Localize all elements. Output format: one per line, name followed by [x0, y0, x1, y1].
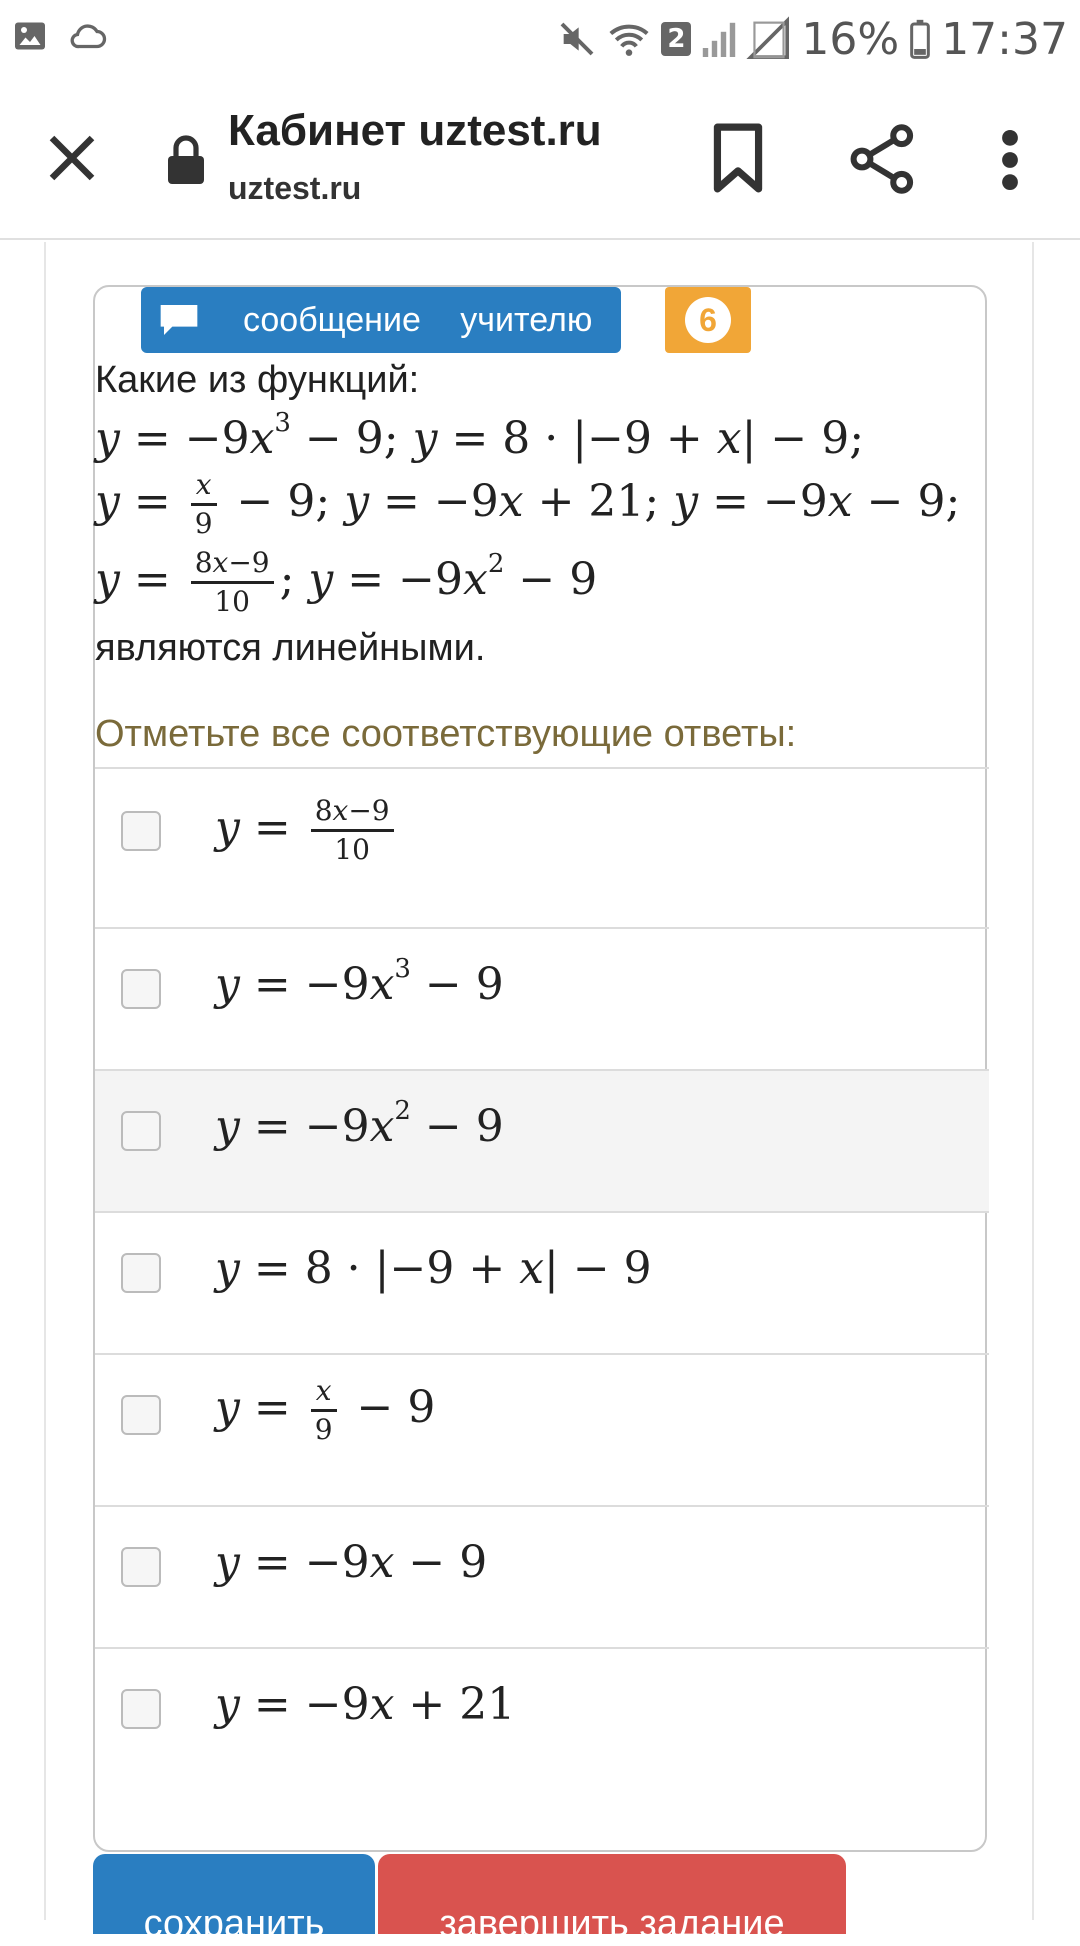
answer-instruction: Отметьте все соответствующие ответы: [95, 713, 797, 755]
finish-task-button-label: завершить задание [439, 1903, 785, 1945]
answer-label [215, 1537, 487, 1588]
page-title[interactable]: Кабинет uztest.ru [228, 106, 602, 155]
finish-task-button[interactable] [378, 1854, 846, 1945]
answer-label [215, 1243, 652, 1294]
question-math-line-2 [95, 467, 960, 542]
answer-exp: 3 [394, 954, 411, 985]
page-content [0, 242, 1080, 1945]
answer-post: − 9 [342, 1382, 436, 1433]
answer-option[interactable] [95, 927, 989, 1069]
math-2-num: x [191, 467, 217, 506]
answer-post: − 9 [410, 959, 504, 1010]
answer-pre: y = [215, 802, 305, 853]
math-1-exp: 3 [274, 408, 291, 439]
status-bar [0, 0, 1080, 78]
signal-icon-2 [747, 19, 791, 59]
answer-option[interactable] [95, 1211, 989, 1353]
answer-checkbox[interactable] [121, 1395, 161, 1435]
message-teacher-button[interactable] [141, 287, 621, 353]
answer-options [95, 767, 989, 1807]
answer-pre: y = −9x − 9 [215, 1537, 488, 1588]
question-math-line-1 [95, 408, 865, 464]
answer-option[interactable] [95, 1505, 989, 1647]
question-math-line-3 [95, 545, 597, 620]
browser-toolbar [0, 78, 1080, 240]
signal-icon [701, 19, 737, 59]
question-outro: являются линейными. [95, 627, 486, 669]
answer-label [215, 954, 504, 1010]
math-3-exp: 2 [487, 549, 505, 580]
math-1b: − 9; y = 8 · |−9 + x| − 9; [290, 413, 865, 464]
math-2-den: 9 [194, 507, 213, 540]
bookmark-icon[interactable] [712, 122, 764, 194]
save-button[interactable] [93, 1854, 375, 1945]
question-number: 6 [685, 297, 731, 343]
answer-fraction [311, 1373, 337, 1448]
answer-checkbox[interactable] [121, 969, 161, 1009]
message-teacher-label: сообщение учителю [243, 300, 593, 339]
answer-option[interactable] [95, 767, 989, 927]
answer-exp: 2 [394, 1096, 411, 1127]
question-number-badge [665, 287, 751, 353]
battery-percent: 16% [801, 13, 900, 65]
answer-pre: y = −9x + 21 [215, 1679, 516, 1730]
mute-icon [557, 19, 597, 59]
save-button-label: сохранить [143, 1903, 325, 1945]
answer-checkbox[interactable] [121, 1253, 161, 1293]
math-3a: y = [95, 554, 185, 605]
answer-label [215, 1679, 515, 1730]
chat-icon [159, 303, 199, 337]
more-vert-icon[interactable] [998, 128, 1022, 192]
answer-pre: y = −9x [215, 1101, 395, 1152]
image-icon [12, 18, 48, 54]
answer-label [215, 1096, 504, 1152]
clock: 17:37 [941, 13, 1068, 65]
close-icon[interactable] [42, 128, 102, 188]
page-url[interactable]: uztest.ru [228, 170, 362, 206]
answer-option[interactable] [95, 1353, 989, 1505]
answer-checkbox[interactable] [121, 1547, 161, 1587]
answer-fraction [311, 793, 394, 868]
lock-icon[interactable] [166, 134, 206, 186]
math-3c: − 9 [504, 554, 598, 605]
math-3-num: 8x−9 [191, 545, 274, 584]
answer-option[interactable] [95, 1069, 989, 1211]
math-3b: ; y = −9x [279, 554, 488, 605]
answer-pre: y = −9x [215, 959, 395, 1010]
answer-den: 10 [334, 833, 370, 866]
frame-divider-left [44, 242, 46, 1920]
math-2-fraction [191, 467, 217, 542]
answer-label [215, 1373, 435, 1448]
network-badge: 2 [661, 22, 691, 56]
battery-icon [909, 19, 931, 59]
answer-checkbox[interactable] [121, 1689, 161, 1729]
answer-pre: y = [215, 1382, 305, 1433]
math-2a: y = [95, 476, 185, 527]
answer-num: 8x−9 [311, 793, 394, 832]
answer-checkbox[interactable] [121, 1111, 161, 1151]
math-3-den: 10 [214, 585, 250, 618]
wifi-icon [607, 19, 651, 59]
question-intro: Какие из функций: [95, 359, 420, 401]
answer-option[interactable] [95, 1647, 989, 1807]
question-card [93, 285, 987, 1852]
answer-label [215, 793, 400, 868]
answer-checkbox[interactable] [121, 811, 161, 851]
answer-pre: y = 8 · |−9 + x| − 9 [215, 1243, 652, 1294]
answer-num: x [311, 1373, 337, 1412]
math-3-fraction [191, 545, 274, 620]
answer-post: − 9 [410, 1101, 504, 1152]
answer-den: 9 [314, 1413, 333, 1446]
cloud-icon [68, 18, 108, 54]
frame-divider-right [1032, 242, 1034, 1920]
math-1a: y = −9x [95, 413, 275, 464]
math-2b: − 9; y = −9x + 21; y = −9x − 9; [222, 476, 961, 527]
share-icon[interactable] [850, 124, 916, 194]
